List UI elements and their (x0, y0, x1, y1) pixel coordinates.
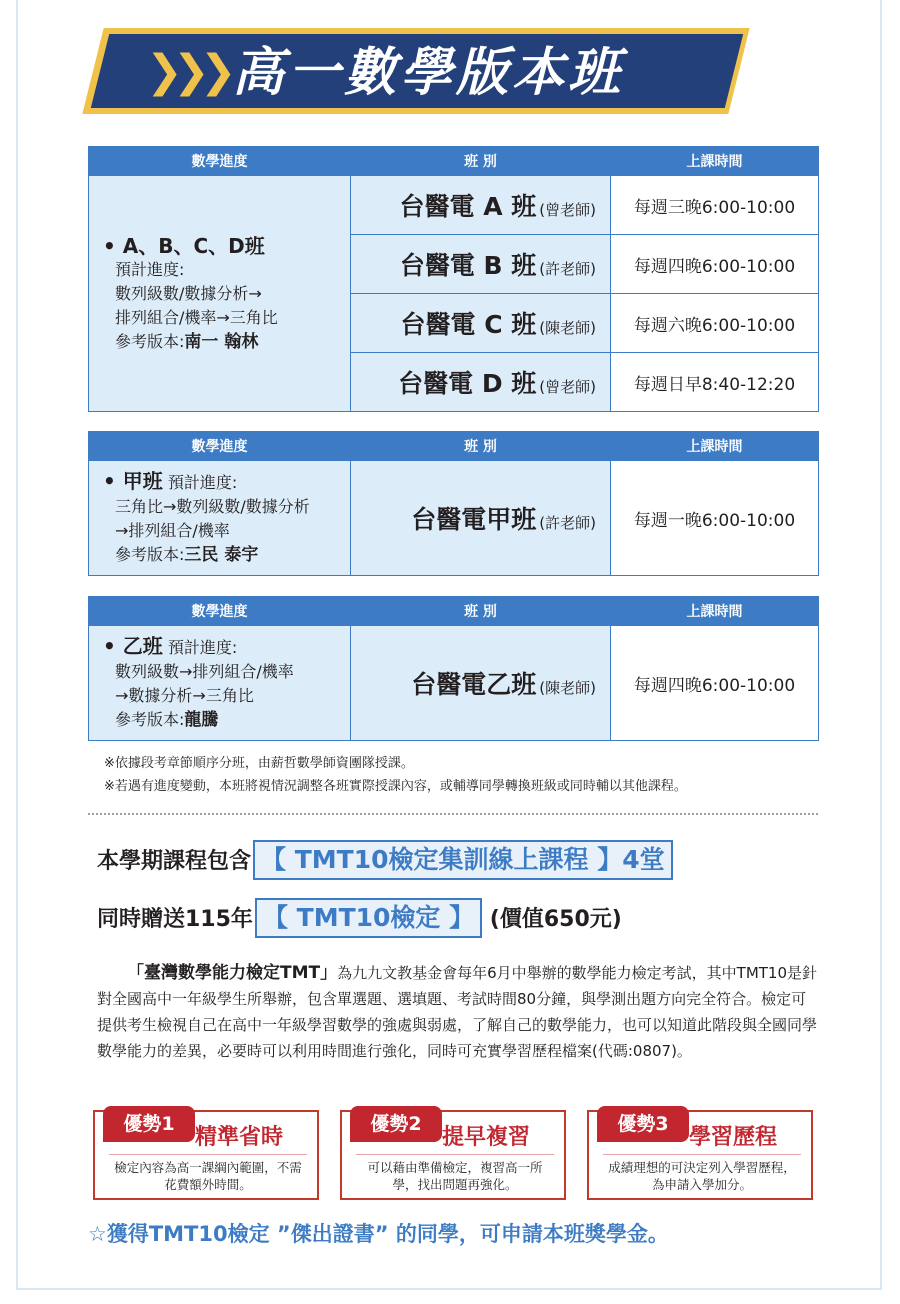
ref-books: 龍騰 (184, 710, 219, 730)
promo-line-2 (97, 898, 622, 938)
header-progress: 數學進度 (89, 432, 351, 461)
plan-line: →排列組合/機率 (115, 521, 230, 540)
schedule-table-abcd (88, 146, 819, 412)
promo-prefix: 本學期課程包含 (97, 849, 252, 874)
table-row (89, 626, 819, 741)
header-time: 上課時間 (611, 597, 819, 626)
class-time: 每週日早8:40-12:20 (611, 353, 819, 412)
class-time: 每週四晚6:00-10:00 (611, 626, 819, 741)
header-progress: 數學進度 (89, 597, 351, 626)
header-time: 上課時間 (611, 432, 819, 461)
ref-books: 南一 翰林 (184, 331, 259, 352)
class-cell (351, 626, 611, 741)
class-cell (351, 353, 611, 412)
promo-value: (價值650元) (489, 907, 622, 932)
advantage-tag: 優勢2 (350, 1106, 442, 1142)
ref-label: 參考版本: (115, 710, 185, 729)
advantage-card (340, 1110, 566, 1200)
advantage-card (93, 1110, 319, 1200)
progress-cell (89, 461, 351, 576)
advantage-text: 檢定內容為高一課綱內範圍，不需花費額外時間。 (109, 1154, 307, 1193)
ref-label: 參考版本: (115, 545, 185, 564)
table-header-row (89, 432, 819, 461)
promo-prefix: 同時贈送115年 (97, 907, 253, 932)
tmt-lead: 「臺灣數學能力檢定TMT」 (127, 963, 338, 983)
header-time: 上課時間 (611, 147, 819, 176)
schedule-table-yi (88, 596, 819, 741)
table-header-row (89, 147, 819, 176)
class-name: 台醫電 C 班 (400, 310, 537, 339)
header-class: 班 別 (351, 147, 611, 176)
class-group-title: • 甲班 (103, 469, 163, 493)
dotted-divider (88, 813, 818, 815)
advantage-title: 精準省時 (195, 1125, 284, 1150)
ref-label: 參考版本: (115, 331, 185, 351)
class-teacher: (許老師) (539, 260, 596, 278)
ref-books: 三民 泰宇 (184, 545, 259, 565)
plan-label: 預計進度: (167, 473, 238, 492)
header-class: 班 別 (351, 432, 611, 461)
class-time: 每週四晚6:00-10:00 (611, 235, 819, 294)
class-cell (351, 176, 611, 235)
plan-line: 數列級數/數據分析→ (115, 283, 262, 303)
class-name: 台醫電 A 班 (399, 192, 537, 221)
class-cell (351, 461, 611, 576)
plan-label: 預計進度: (167, 638, 238, 657)
class-name: 台醫電甲班 (411, 505, 537, 534)
class-teacher: (許老師) (539, 514, 596, 532)
table-row (89, 461, 819, 576)
advantage-tag: 優勢1 (103, 1106, 195, 1142)
page-title: 高一數學版本班 (232, 43, 625, 103)
class-teacher: (陳老師) (539, 679, 596, 697)
class-group-title: • 乙班 (103, 634, 163, 658)
plan-line: 排列組合/機率→三角比 (115, 307, 278, 327)
table-row (89, 176, 819, 235)
promo-course-box: 【 TMT10檢定集訓線上課程 】4堂 (253, 840, 673, 880)
plan-line: 三角比→數列級數/數據分析 (115, 497, 310, 516)
plan-label: 預計進度: (115, 259, 185, 279)
advantage-title: 提早複習 (442, 1125, 531, 1150)
plan-line: →數據分析→三角比 (115, 686, 254, 705)
advantage-card (587, 1110, 813, 1200)
note-line: ※依據段考章節順序分班，由薪哲數學師資團隊授課。 (104, 756, 414, 771)
tmt-description (97, 960, 817, 1064)
promo-test-box: 【 TMT10檢定 】 (255, 898, 482, 938)
class-name: 台醫電乙班 (411, 670, 537, 699)
advantage-title: 學習歷程 (689, 1125, 778, 1150)
class-teacher: (曾老師) (539, 378, 596, 396)
chevron-right-icon: ❯❯❯ (146, 46, 227, 97)
advantage-tag: 優勢3 (597, 1106, 689, 1142)
class-time: 每週三晚6:00-10:00 (611, 176, 819, 235)
class-group-title: • A、B、C、D班 (103, 233, 265, 258)
header-progress: 數學進度 (89, 147, 351, 176)
progress-cell (89, 626, 351, 741)
note-line: ※若遇有進度變動，本班將視情況調整各班實際授課內容，或輔導同學轉換班級或同時輔以其他課程。 (104, 779, 687, 794)
class-time: 每週一晚6:00-10:00 (611, 461, 819, 576)
scholarship-note: ☆獲得TMT10檢定 ”傑出證書” 的同學，可申請本班獎學金。 (88, 1222, 669, 1246)
class-cell (351, 294, 611, 353)
schedule-table-jia (88, 431, 819, 576)
class-name: 台醫電 D 班 (398, 369, 537, 398)
notes (104, 752, 824, 798)
header-class: 班 別 (351, 597, 611, 626)
class-teacher: (曾老師) (539, 201, 596, 219)
progress-cell (89, 176, 351, 412)
class-time: 每週六晚6:00-10:00 (611, 294, 819, 353)
advantage-text: 可以藉由準備檢定，複習高一所學，找出問題再強化。 (356, 1154, 554, 1193)
class-name: 台醫電 B 班 (399, 251, 537, 280)
class-cell (351, 235, 611, 294)
class-teacher: (陳老師) (539, 319, 596, 337)
tmt-text: 為九九文教基金會每年6月中舉辦的數學能力檢定考試，其中TMT10是針對全國高中一年級學生所舉辦，包含單選題、選填題、考試時間80分鐘，與學測出題方向完全符合。檢定可提供考生檢視自己在高中一年級學習數學的強處與弱處，了解自己的數學能力，也可以知道此階段與全國同學數學能力的差異，必要時可以利用時間進行強化，同時可充實學習歷程檔案(代碼:0807)。 (97, 964, 818, 1060)
advantage-text: 成績理想的可決定列入學習歷程，為申請入學加分。 (603, 1154, 801, 1193)
plan-line: 數列級數→排列組合/機率 (115, 662, 294, 681)
table-header-row (89, 597, 819, 626)
promo-line-1 (97, 840, 673, 880)
